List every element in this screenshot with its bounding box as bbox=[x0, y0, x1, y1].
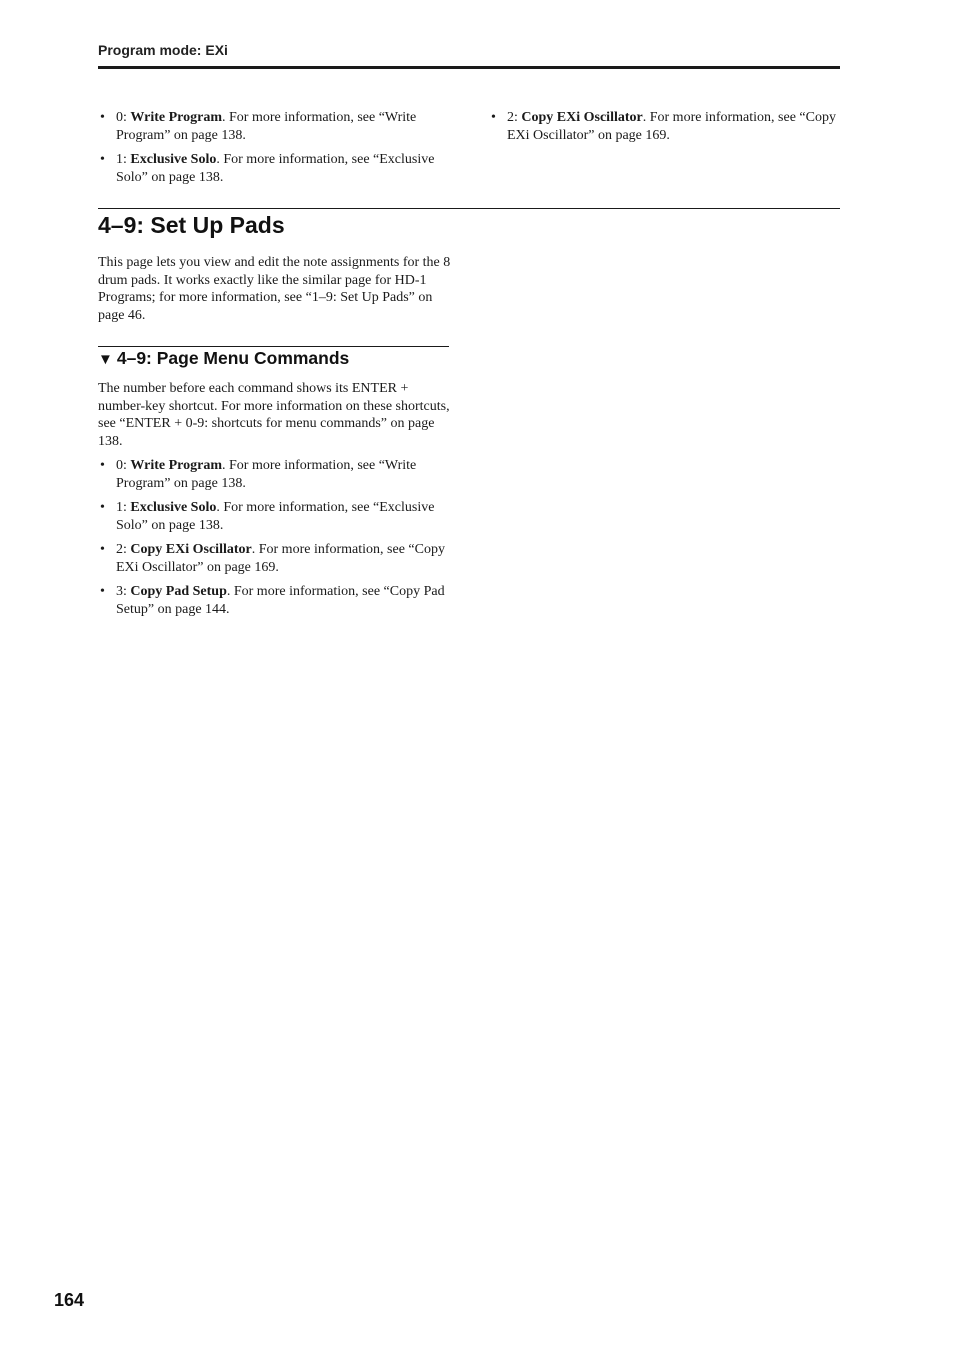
header-rule bbox=[98, 66, 840, 69]
top-right-command-list bbox=[489, 109, 841, 151]
subsection-title: ▼ 4–9: Page Menu Commands bbox=[98, 348, 350, 368]
command-name: Write Program bbox=[130, 458, 223, 473]
bullet-marker: • bbox=[491, 110, 496, 125]
list-item: • 1: Exclusive Solo. For more information, see “Exclusive Solo” on page 138. bbox=[100, 500, 435, 533]
command-name: Exclusive Solo bbox=[130, 500, 217, 515]
page-number: 164 bbox=[54, 1290, 85, 1310]
list-item: • 2: Copy EXi Oscillator. For more information, see “Copy EXi Oscillator” on page 169. bbox=[100, 542, 445, 575]
bullet-marker: • bbox=[100, 500, 105, 515]
bullet-marker: • bbox=[100, 458, 105, 473]
subsection-body: The number before each command shows its ENTER + number-key shortcut. For more information on these shortcuts, see “ENTER + 0-9: shortcuts for menu commands” on page 138. bbox=[98, 381, 450, 450]
page-menu-command-list bbox=[98, 457, 454, 625]
command-name: Copy Pad Setup bbox=[130, 584, 227, 599]
top-left-command-list bbox=[98, 109, 450, 193]
bullet-marker: • bbox=[100, 110, 105, 125]
section-rule bbox=[98, 208, 840, 209]
command-name: Exclusive Solo bbox=[130, 152, 217, 167]
list-item: • 3: Copy Pad Setup. For more information, see “Copy Pad Setup” on page 144. bbox=[100, 584, 445, 617]
bullet-marker: • bbox=[100, 152, 105, 167]
list-item: • 0: Write Program. For more information, see “Write Program” on page 138. bbox=[100, 110, 417, 143]
command-name: Write Program bbox=[130, 110, 223, 125]
section-title: 4–9: Set Up Pads bbox=[98, 212, 285, 238]
command-name: Copy EXi Oscillator bbox=[130, 542, 252, 557]
header-title: Program mode: EXi bbox=[98, 42, 228, 58]
bullet-marker: • bbox=[100, 584, 105, 599]
subsection-rule bbox=[98, 346, 449, 347]
triangle-marker-icon: ▼ bbox=[98, 351, 113, 368]
list-item: • 0: Write Program. For more information, see “Write Program” on page 138. bbox=[100, 458, 417, 491]
list-item: • 2: Copy EXi Oscillator. For more information, see “Copy EXi Oscillator” on page 169. bbox=[491, 110, 836, 143]
list-item: • 1: Exclusive Solo. For more information, see “Exclusive Solo” on page 138. bbox=[100, 152, 435, 185]
command-name: Copy EXi Oscillator bbox=[521, 110, 643, 125]
section-body: This page lets you view and edit the note assignments for the 8 drum pads. It works exactly like the similar page for HD-1 Programs; for more information, see “1–9: Set Up Pads” on page 46. bbox=[98, 255, 451, 324]
bullet-marker: • bbox=[100, 542, 105, 557]
